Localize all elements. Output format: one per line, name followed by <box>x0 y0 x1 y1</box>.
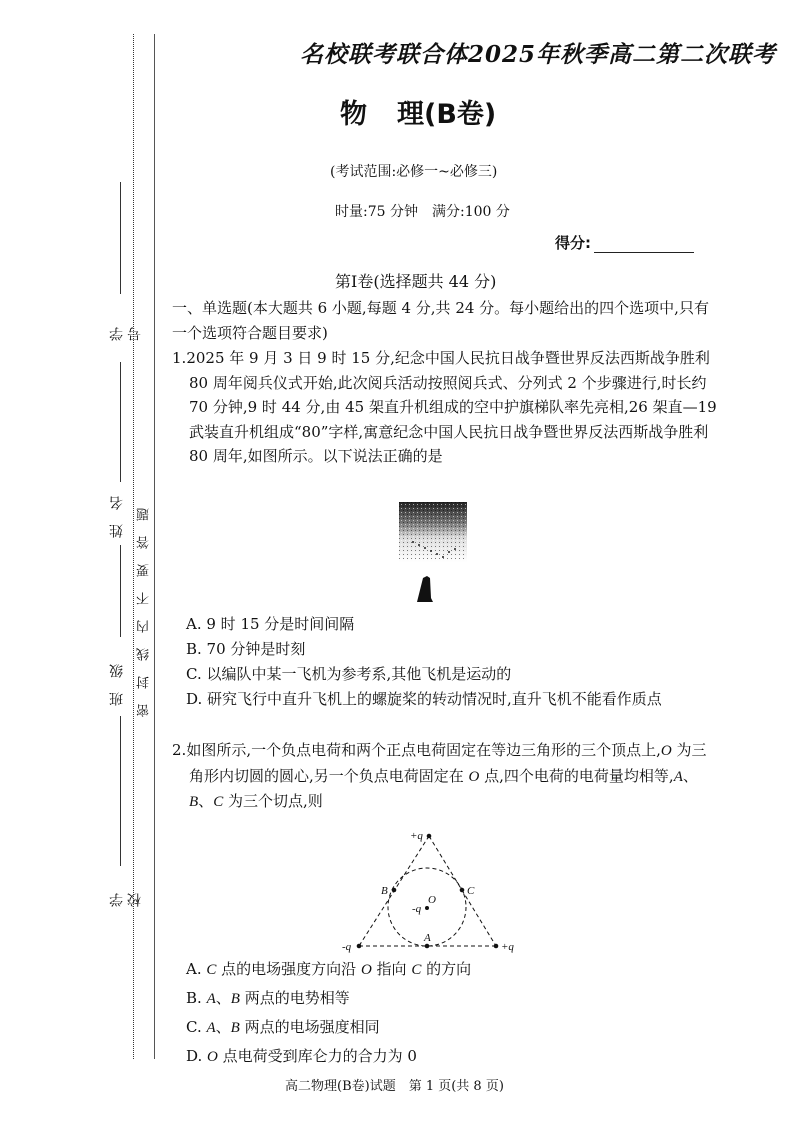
student-id-blank <box>120 182 121 294</box>
score-blank[interactable] <box>594 238 694 253</box>
subject-title <box>340 92 496 131</box>
class-label: 班级 <box>109 650 125 706</box>
math-symbol: C <box>213 794 224 810</box>
school-blank <box>120 716 121 866</box>
math-symbol: O <box>468 768 480 785</box>
math-symbol: O <box>207 1049 218 1065</box>
exam-scope: (考试范围:必修一~必修三) <box>330 164 498 180</box>
option-text: 的方向 <box>421 960 472 978</box>
option-text: 点电荷受到库仑力的合力为 0 <box>217 1047 417 1065</box>
option-prefix: D. <box>186 1047 208 1065</box>
center-charge-dot <box>425 906 429 910</box>
question-number: 2. <box>172 741 187 759</box>
student-id-label: 学号 <box>109 313 143 341</box>
point-c-dot <box>460 888 465 893</box>
class-blank <box>120 545 121 637</box>
label-b: B <box>381 885 388 897</box>
stem-text: 为三角形内切圆的圆心,另一个负点电荷固定在 <box>189 741 707 785</box>
stem-text: 、 <box>682 766 698 785</box>
q1-option-c[interactable]: C. 以编队中某一飞机为参考系,其他飞机是运动的 <box>186 665 512 683</box>
q2-option-d[interactable] <box>186 1044 706 1069</box>
binding-solid-line <box>154 34 155 1059</box>
charge-left-dot <box>357 944 362 949</box>
option-text: 两点的电势相等 <box>239 989 350 1007</box>
math-symbol: B <box>189 794 199 810</box>
label-top-charge: +q <box>410 830 423 842</box>
stem-text: 为三个切点,则 <box>223 792 323 810</box>
question-text: 2025 年 9 月 3 日 9 时 15 分,纪念中国人民抗日战争暨世界反法西斯战争胜利 80 周年阅兵仪式开始,此次阅兵活动按照阅兵式、分列式 2 个步骤进行,时长约 70 分钟,9 时 44 分,由 45 架直升机组成的空中护旗梯队率先亮相,26 架直—19 武装直升机组成“80”字样,寓意纪念中国人民抗日战争暨世界反法西斯战争胜利 80 周年,如图所示。以下说法正确的是 <box>186 349 717 465</box>
question-2 <box>172 738 717 815</box>
question-2-stem <box>172 738 717 815</box>
charge-triangle-diagram <box>330 820 530 960</box>
question-1-stem <box>172 346 717 469</box>
name-blank <box>120 362 121 482</box>
name-label: 姓名 <box>109 482 125 538</box>
q2-option-c[interactable] <box>186 1015 706 1040</box>
math-symbol: C <box>206 962 217 978</box>
exam-timing: 时量:75 分钟 满分:100 分 <box>335 204 510 220</box>
part-title: 第Ⅰ卷(选择题共 44 分) <box>335 272 497 291</box>
label-c: C <box>467 885 475 897</box>
option-text: 、 <box>215 989 231 1007</box>
stem-text: 如图所示,一个负点电荷和两个正点电荷固定在等边三角形的三个顶点上, <box>186 741 661 759</box>
math-symbol: B <box>230 991 240 1007</box>
math-symbol: A <box>673 768 683 785</box>
question-1 <box>172 346 717 469</box>
score-label: 得分: <box>555 234 591 252</box>
subject-rest: 理(B卷) <box>397 99 497 130</box>
option-text: 指向 <box>371 960 412 978</box>
option-prefix: A. <box>186 960 207 978</box>
parade-helicopter-photo <box>399 502 467 606</box>
charge-right-dot <box>494 944 499 949</box>
q2-option-b[interactable] <box>186 986 706 1011</box>
option-text: 两点的电场强度相同 <box>239 1018 380 1036</box>
q1-option-b[interactable]: B. 70 分钟是时刻 <box>186 640 306 658</box>
exam-name: 名校联考联合体2025年秋季高二第二次联考 <box>300 41 777 68</box>
label-right-charge: +q <box>501 941 514 953</box>
option-prefix: B. <box>186 989 207 1007</box>
tower-silhouette <box>417 576 433 602</box>
score-field <box>555 232 694 253</box>
math-symbol: A <box>206 1020 216 1036</box>
math-symbol: A <box>206 991 216 1007</box>
math-symbol: O <box>660 743 672 759</box>
charge-top-dot <box>427 834 432 839</box>
point-b-dot <box>392 888 397 893</box>
option-text: 、 <box>215 1018 231 1036</box>
school-label: 学校 <box>109 879 143 907</box>
q1-option-a[interactable]: A. 9 时 15 分是时间间隔 <box>186 615 355 633</box>
math-symbol: C <box>411 962 422 978</box>
option-prefix: C. <box>186 1018 207 1036</box>
stem-text: 点,四个电荷的电荷量均相等, <box>479 766 674 785</box>
option-text: 点的电场强度方向沿 <box>216 960 361 978</box>
math-symbol: B <box>230 1020 240 1036</box>
page-footer: 高二物理(B卷)试题 第 1 页(共 8 页) <box>285 1079 504 1094</box>
label-center-o: O <box>428 894 436 906</box>
question-number: 1. <box>172 349 187 367</box>
label-a: A <box>424 932 431 944</box>
stem-text: 、 <box>198 792 214 810</box>
subject-char: 物 <box>340 99 367 130</box>
math-symbol: O <box>360 962 372 978</box>
sky-texture <box>399 502 467 562</box>
seal-warning-text: 密封线内不要答题 <box>137 493 152 717</box>
section-heading: 一、单选题(本大题共 6 小题,每题 4 分,共 24 分。每小题给出的四个选项中,只有一个选项符合题目要求) <box>172 299 709 342</box>
label-center-charge: -q <box>412 903 422 915</box>
q1-option-d[interactable]: D. 研究飞行中直升飞机上的螺旋桨的转动情况时,直升飞机不能看作质点 <box>186 690 662 708</box>
q2-option-a[interactable] <box>186 957 706 982</box>
label-left-charge: -q <box>342 941 352 953</box>
point-a-dot <box>425 944 430 949</box>
